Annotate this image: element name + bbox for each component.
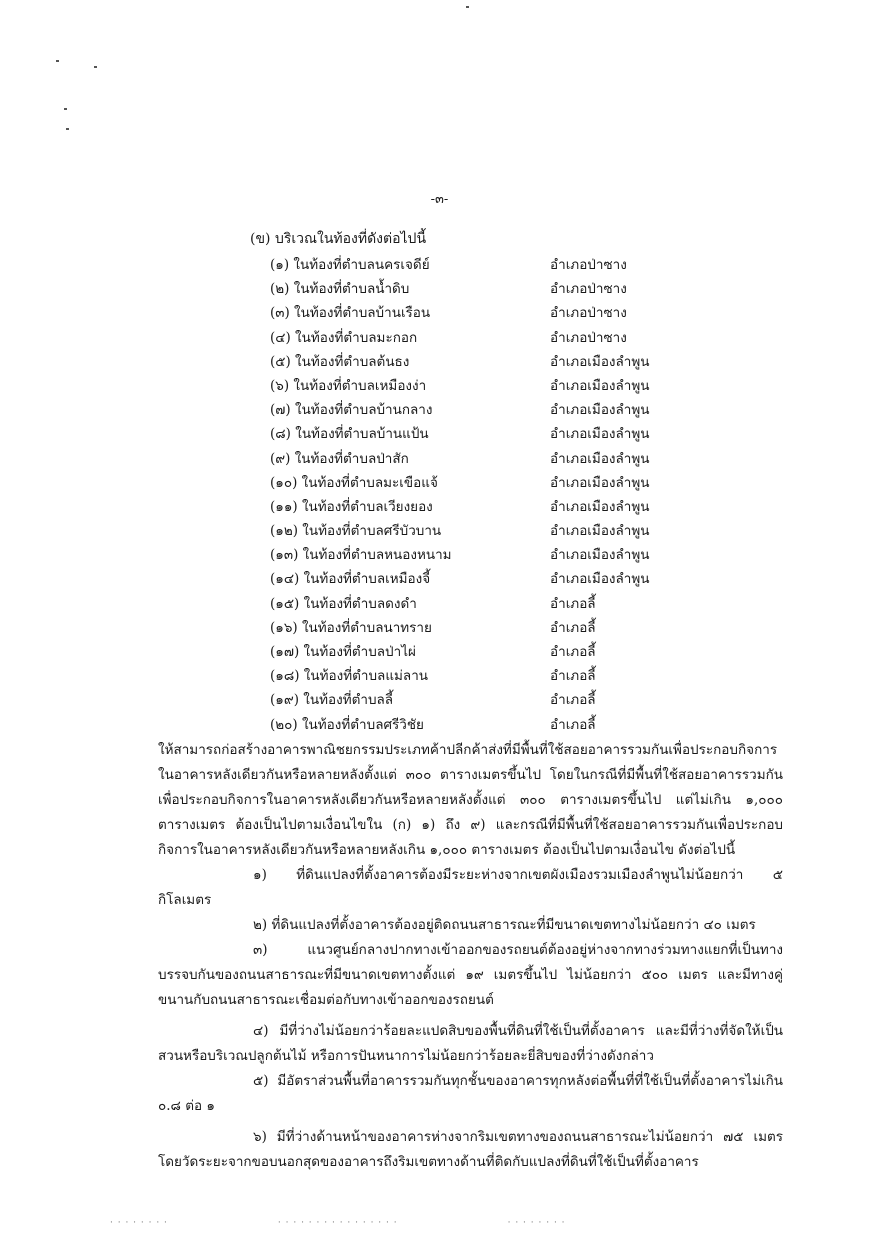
district: อำเภอเมืองลำพูน — [550, 377, 650, 394]
district: อำเภอเมืองลำพูน — [550, 474, 650, 491]
district: อำเภอป่าซาง — [550, 329, 627, 346]
area-row — [270, 471, 690, 495]
subdistrict: (๑๙) ในท้องที่ตำบลลี้ — [270, 692, 394, 709]
area-row — [270, 616, 690, 640]
area-row — [270, 422, 690, 446]
district: อำเภอเมืองลำพูน — [550, 571, 650, 588]
subdistrict: (๑๗) ในท้องที่ตำบลป่าไผ่ — [270, 644, 416, 660]
district: อำเภอเมืองลำพูน — [550, 402, 650, 419]
district: อำเภอเมืองลำพูน — [550, 498, 650, 515]
area-list — [270, 253, 690, 737]
district: อำเภอลี้ — [550, 716, 596, 733]
area-row — [270, 398, 690, 422]
condition-6: ๖) มีที่ว่างด้านหน้าของอาคารห่างจากริมเขตทางของถนนสาธารณะไม่น้อยกว่า ๗๕ เมตร โดยวัดระยะจากขอบนอกสุดของอาคารถึงริมเขตทางด้านที่ติดกับแปลงที่ดินที่ใช้เป็นที่ตั้งอาคาร — [158, 1129, 783, 1170]
scan-speck — [466, 6, 469, 8]
scan-speck — [66, 128, 69, 130]
condition-5: ๕) มีอัตราส่วนพื้นที่อาคารรวมกันทุกชั้นของอาคารทุกหลังต่อพื้นที่ที่ใช้เป็นที่ตั้งอาคารไม่เกิน ๐.๘ ต่อ ๑ — [158, 1073, 783, 1114]
scan-speck — [94, 66, 97, 68]
subdistrict: (๑๒) ในท้องที่ตำบลศรีบัวบาน — [270, 523, 442, 540]
subdistrict: (๙) ในท้องที่ตำบลป่าสัก — [270, 450, 409, 467]
area-row — [270, 519, 690, 543]
area-row — [270, 326, 690, 350]
area-row — [270, 543, 690, 567]
subdistrict: (๒) ในท้องที่ตำบลน้ำดิบ — [270, 281, 410, 298]
area-row — [270, 640, 690, 664]
district: อำเภอเมืองลำพูน — [550, 523, 650, 540]
scan-speck — [56, 60, 59, 62]
subdistrict: (๕) ในท้องที่ตำบลต้นธง — [270, 353, 410, 370]
subdistrict: (๑) ในท้องที่ตำบลนครเจดีย์ — [270, 257, 430, 273]
body-text — [158, 738, 783, 1175]
area-row — [270, 664, 690, 688]
subdistrict: (๔) ในท้องที่ตำบลมะกอก — [270, 329, 418, 346]
district: อำเภอลี้ — [550, 668, 596, 685]
district: อำเภอเมืองลำพูน — [550, 353, 650, 370]
area-row — [270, 495, 690, 519]
subdistrict: (๑๐) ในท้องที่ตำบลมะเขือแจ้ — [270, 474, 438, 491]
area-row — [270, 713, 690, 737]
subdistrict: (๑๑) ในท้องที่ตำบลเวียงยอง — [270, 498, 433, 515]
section-heading: (ข) บริเวณในท้องที่ดังต่อไปนี้ — [250, 231, 427, 247]
subdistrict: (๑๘) ในท้องที่ตำบลแม่ลาน — [270, 668, 428, 685]
intro-paragraph: ให้สามารถก่อสร้างอาคารพาณิชยกรรมประเภทค้าปลีกค้าส่งที่มีพื้นที่ใช้สอยอาคารรวมกันเพื่อประกอบกิจการในอาคารหลังเดียวกันหรือหลายหลังตั้งแต่ ๓๐๐ ตารางเมตรขึ้นไป โดยในกรณีที่มีพื้นที่ใช้สอยอาคารรวมกันเพื่อประกอบกิจการในอาคารหลังเดียวกันหรือหลายหลังตั้งแต่ ๓๐๐ ตารางเมตรขึ้นไป แต่ไม่เกิน ๑,๐๐๐ ตารางเมตร ต้องเป็นไปตามเงื่อนไขใน (ก) ๑) ถึง ๙) และกรณีที่มีพื้นที่ใช้สอยอาคารรวมกันเพื่อประกอบกิจการในอาคารหลังเดียวกันหรือหลายหลังเกิน ๑,๐๐๐ ตารางเมตร ต้องเป็นไปตามเงื่อนไข ดังต่อไปนี้ — [158, 742, 783, 858]
district: อำเภอป่าซาง — [550, 281, 627, 298]
condition-4: ๔) มีที่ว่างไม่น้อยกว่าร้อยละแปดสิบของพื้นที่ดินที่ใช้เป็นที่ตั้งอาคาร และมีที่ว่างที่จัดให้เป็นสวนหรือบริเวณปลูกต้นไม้ หรือการปันหนาการไม่น้อยกว่าร้อยละยี่สิบของที่ว่างดังกล่าว — [158, 1023, 783, 1064]
district: อำเภอเมืองลำพูน — [550, 547, 650, 564]
district: อำเภอเมืองลำพูน — [550, 450, 650, 467]
district: อำเภอลี้ — [550, 692, 596, 709]
condition-3: ๓) แนวศูนย์กลางปากทางเข้าออกของรถยนต์ต้องอยู่ห่างจากทางร่วมทางแยกที่เป็นทางบรรจบกันของถนนสาธารณะที่มีขนาดเขตทางตั้งแต่ ๑๙ เมตรขึ้นไป ไม่น้อยกว่า ๕๐๐ เมตร และมีทางคู่ขนานกับถนนสาธารณะเชื่อมต่อกับทางเข้าออกของรถยนต์ — [158, 942, 783, 1008]
district: อำเภอป่าซาง — [550, 305, 627, 322]
area-row — [270, 253, 690, 277]
district: อำเภอป่าซาง — [550, 257, 627, 273]
area-row — [270, 350, 690, 374]
district: อำเภอเมืองลำพูน — [550, 426, 650, 443]
subdistrict: (๗) ในท้องที่ตำบลบ้านกลาง — [270, 402, 433, 419]
subdistrict: (๑๕) ในท้องที่ตำบลดงดำ — [270, 595, 417, 612]
district: อำเภอลี้ — [550, 644, 596, 660]
condition-1: ๑) ที่ดินแปลงที่ตั้งอาคารต้องมีระยะห่างจากเขตผังเมืองรวมเมืองลำพูนไม่น้อยกว่า ๕ กิโลเมตร — [158, 867, 783, 908]
footer-scan-artifact: · · · · · · · · · · · · · · · · · · · · · · · · · · · · · · · · — [110, 1218, 566, 1228]
condition-2: ๒) ที่ดินแปลงที่ตั้งอาคารต้องอยู่ติดถนนสาธารณะที่มีขนาดเขตทางไม่น้อยกว่า ๔๐ เมตร — [253, 917, 756, 933]
subdistrict: (๑๖) ในท้องที่ตำบลนาทราย — [270, 619, 432, 636]
area-row — [270, 374, 690, 398]
subdistrict: (๑๔) ในท้องที่ตำบลเหมืองจี้ — [270, 571, 431, 588]
subdistrict: (๓) ในท้องที่ตำบลบ้านเรือน — [270, 305, 431, 322]
area-row — [270, 277, 690, 301]
area-row — [270, 301, 690, 325]
subdistrict: (๒๐) ในท้องที่ตำบลศรีวิชัย — [270, 716, 424, 733]
scan-speck — [64, 108, 67, 110]
district: อำเภอลี้ — [550, 595, 596, 612]
page-number: -๓- — [430, 192, 449, 207]
subdistrict: (๖) ในท้องที่ตำบลเหมืองง่า — [270, 377, 427, 394]
area-row — [270, 447, 690, 471]
subdistrict: (๑๓) ในท้องที่ตำบลหนองหนาม — [270, 547, 452, 564]
subdistrict: (๘) ในท้องที่ตำบลบ้านแป้น — [270, 426, 429, 443]
district: อำเภอลี้ — [550, 619, 596, 636]
area-row — [270, 688, 690, 712]
area-row — [270, 592, 690, 616]
area-row — [270, 567, 690, 591]
